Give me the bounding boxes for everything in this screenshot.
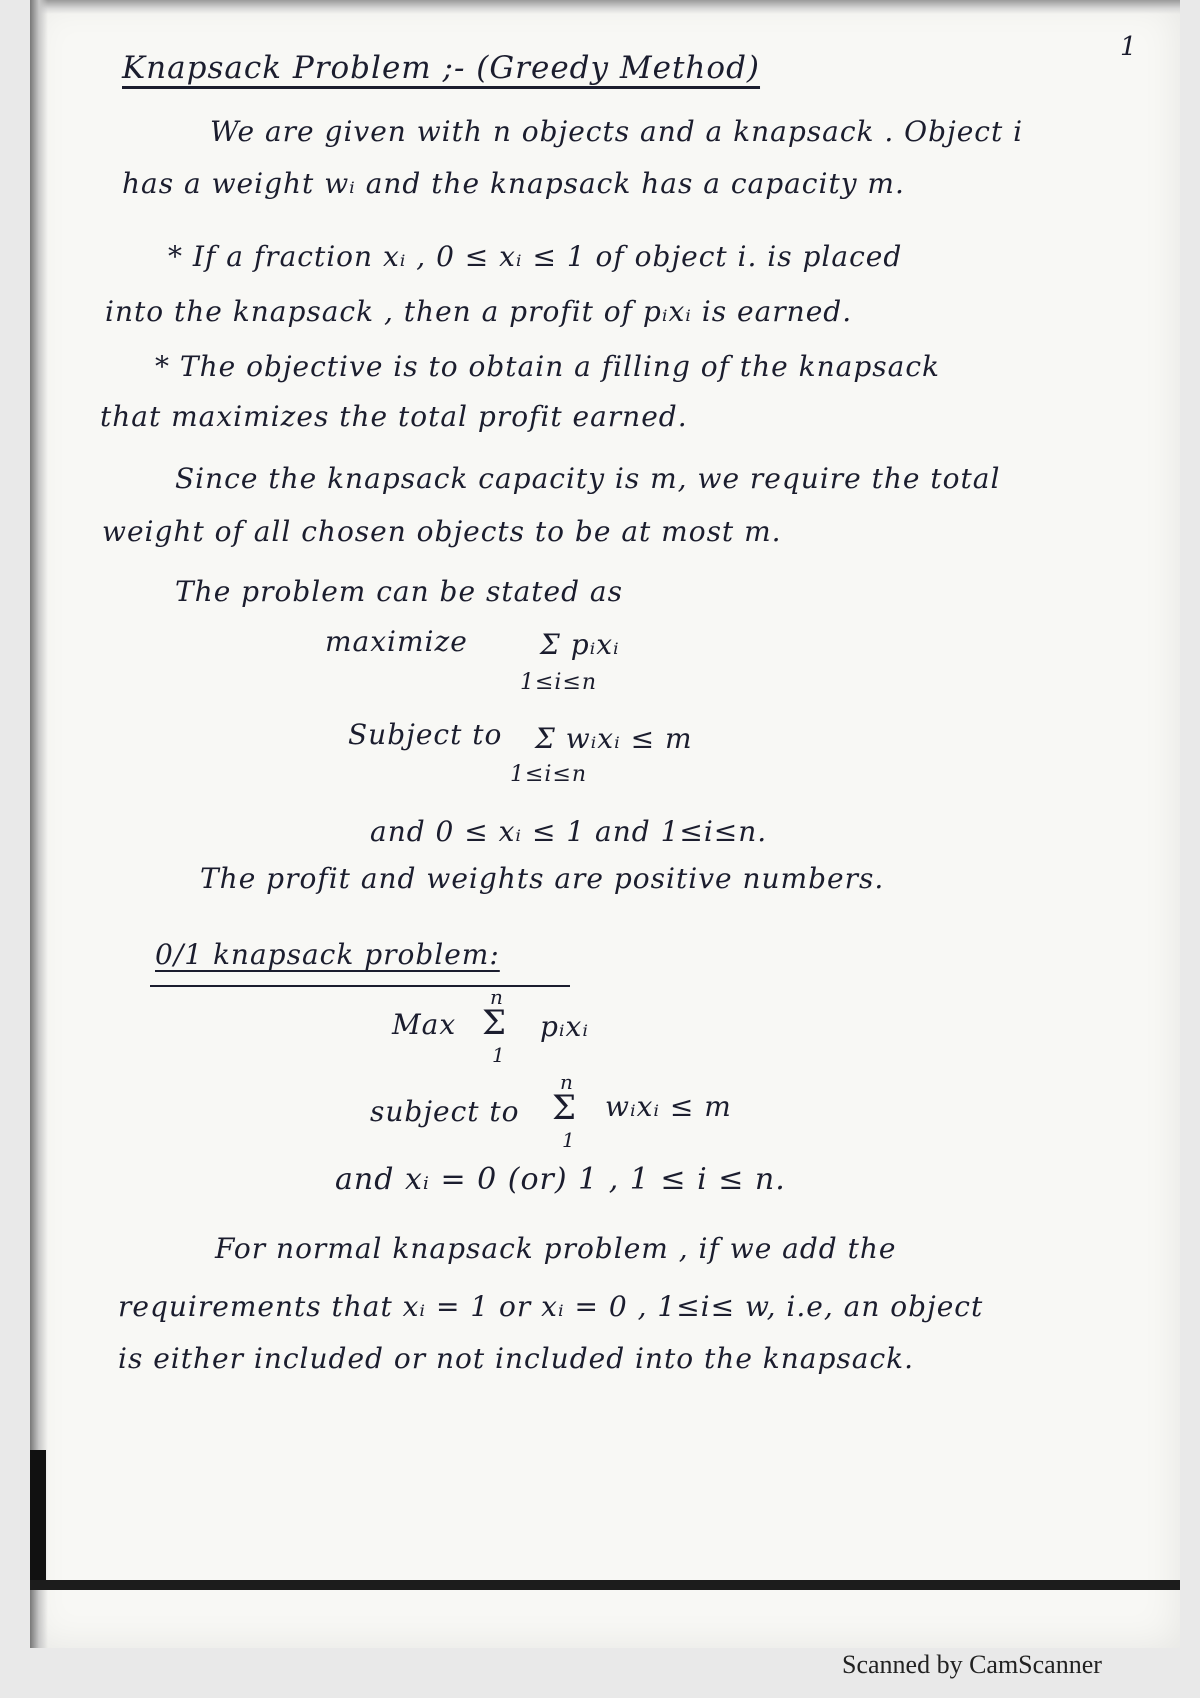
zero-one-heading: 0/1 knapsack problem:	[155, 938, 500, 971]
zero-one-max-sum	[480, 985, 520, 1065]
body-line-4: into the knapsack , then a profit of pᵢxᵢ is earned.	[105, 295, 853, 328]
maximize-expression: Σ pᵢxᵢ	[540, 628, 620, 661]
zero-one-max-expression: pᵢxᵢ	[540, 1010, 589, 1043]
zero-one-subject-expression: wᵢxᵢ ≤ m	[605, 1090, 732, 1123]
body-line-6: that maximizes the total profit earned.	[100, 400, 688, 433]
closing-line-2: requirements that xᵢ = 1 or xᵢ = 0 , 1≤i≤ w, i.e, an object	[118, 1290, 984, 1323]
closing-line-1: For normal knapsack problem , if we add the	[215, 1232, 897, 1265]
subject-expression: Σ wᵢxᵢ ≤ m	[535, 722, 693, 755]
zero-one-constraint: and xᵢ = 0 (or) 1 , 1 ≤ i ≤ n.	[335, 1162, 786, 1197]
zero-one-subject-label: subject to	[370, 1095, 520, 1128]
max-lower-limit: 1	[492, 1043, 505, 1067]
scan-top-shadow	[30, 0, 1180, 14]
fraction-constraint: and 0 ≤ xᵢ ≤ 1 and 1≤i≤n.	[370, 815, 768, 848]
closing-line-3: is either included or not included into the knapsack.	[118, 1342, 915, 1375]
body-line-7: Since the knapsack capacity is m, we require the total	[175, 462, 1001, 495]
sigma-symbol: Σ	[482, 1003, 507, 1043]
maximize-label: maximize	[325, 625, 468, 658]
sigma-symbol: Σ	[552, 1088, 577, 1128]
subject-to-label: Subject to	[348, 718, 503, 751]
body-line-9: The problem can be stated as	[175, 575, 623, 608]
page-number: 1	[1120, 32, 1138, 62]
positive-note: The profit and weights are positive numbers.	[200, 862, 885, 895]
zero-one-subject-sum	[550, 1070, 590, 1150]
scanned-page	[30, 0, 1180, 1648]
page-heading: Knapsack Problem ;- (Greedy Method)	[122, 50, 761, 86]
body-line-2: has a weight wᵢ and the knapsack has a capacity m.	[122, 167, 905, 200]
scan-left-shadow	[30, 0, 48, 1648]
maximize-limits: 1≤i≤n	[520, 670, 598, 695]
scanner-watermark: Scanned by CamScanner	[842, 1650, 1102, 1679]
subject-lower-limit: 1	[562, 1128, 575, 1152]
subject-limits: 1≤i≤n	[510, 762, 588, 787]
zero-one-max-label: Max	[392, 1008, 457, 1041]
body-line-1: We are given with n objects and a knapsack . Object i	[210, 115, 1024, 148]
scan-left-edge-mark	[30, 1450, 46, 1590]
max-upper-limit: n	[490, 985, 503, 1009]
subject-upper-limit: n	[560, 1070, 573, 1094]
body-line-8: weight of all chosen objects to be at most m.	[102, 515, 782, 548]
body-line-5: * The objective is to obtain a filling of the knapsack	[155, 350, 940, 383]
scan-bottom-edge-mark	[30, 1580, 1180, 1590]
body-line-3: * If a fraction xᵢ , 0 ≤ xᵢ ≤ 1 of object i. is placed	[168, 240, 903, 273]
